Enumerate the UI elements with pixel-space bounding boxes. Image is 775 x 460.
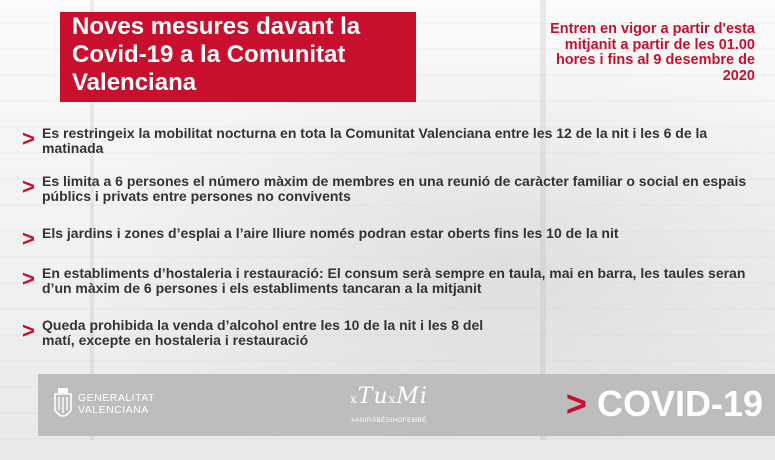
- covid-label-text: COVID-19: [596, 383, 763, 424]
- chevron-right-icon: >: [22, 174, 35, 199]
- chevron-right-icon: >: [22, 126, 35, 151]
- measure-text: Es limita a 6 persones el número màxim de membres en una reunió de caràcter familiar o social en espais públics i privats entre persones no convivents: [42, 173, 747, 204]
- campaign-x1: x: [350, 392, 358, 406]
- campaign-x2: x: [388, 392, 397, 406]
- chevron-right-icon: >: [565, 383, 587, 424]
- campaign-logo: [350, 384, 428, 409]
- campaign-hashtag: #ANIRÀBÉSIHOFEMBÉ: [351, 417, 427, 424]
- measure-text: En establiments d’hostaleria i restauració: El consum serà sempre en taula, mai en barra, les taules seran d’un màxim de 6 persones i els establiments tancaran a la mitjanit: [42, 265, 746, 296]
- gv-wordmark: [78, 392, 155, 416]
- gv-line1: GENERALITAT: [78, 392, 155, 404]
- measure-text: Es restringeix la mobilitat nocturna en tota la Comunitat Valenciana entre les 12 de la nit i les 6 de la matinada: [42, 125, 708, 156]
- gv-line2: VALENCIANA: [78, 404, 149, 416]
- generalitat-shield-icon: [52, 388, 74, 422]
- campaign-tu: Tu: [357, 384, 389, 409]
- measure-text: Queda prohibida la venda d’alcohol entre les 10 de la nit i les 8 del matí, excepte en hostaleria i restauració: [42, 317, 484, 348]
- covid-label: [566, 382, 763, 426]
- chevron-right-icon: >: [22, 266, 35, 291]
- date-note: Entren en vigor a partir d'esta mitjanit a partir de les 01.00 hores i fins al 9 desembre de 2020: [550, 21, 755, 84]
- campaign-mi: Mi: [396, 384, 428, 409]
- footer-bar: [38, 374, 775, 436]
- measure-text: Els jardins i zones d’esplai a l’aire lliure només podran estar oberts fins les 10 de la nit: [42, 225, 619, 241]
- chevron-right-icon: >: [22, 226, 35, 251]
- chevron-right-icon: >: [22, 318, 35, 343]
- page-title: Noves mesures davant la Covid-19 a la Comunitat Valenciana: [72, 13, 361, 96]
